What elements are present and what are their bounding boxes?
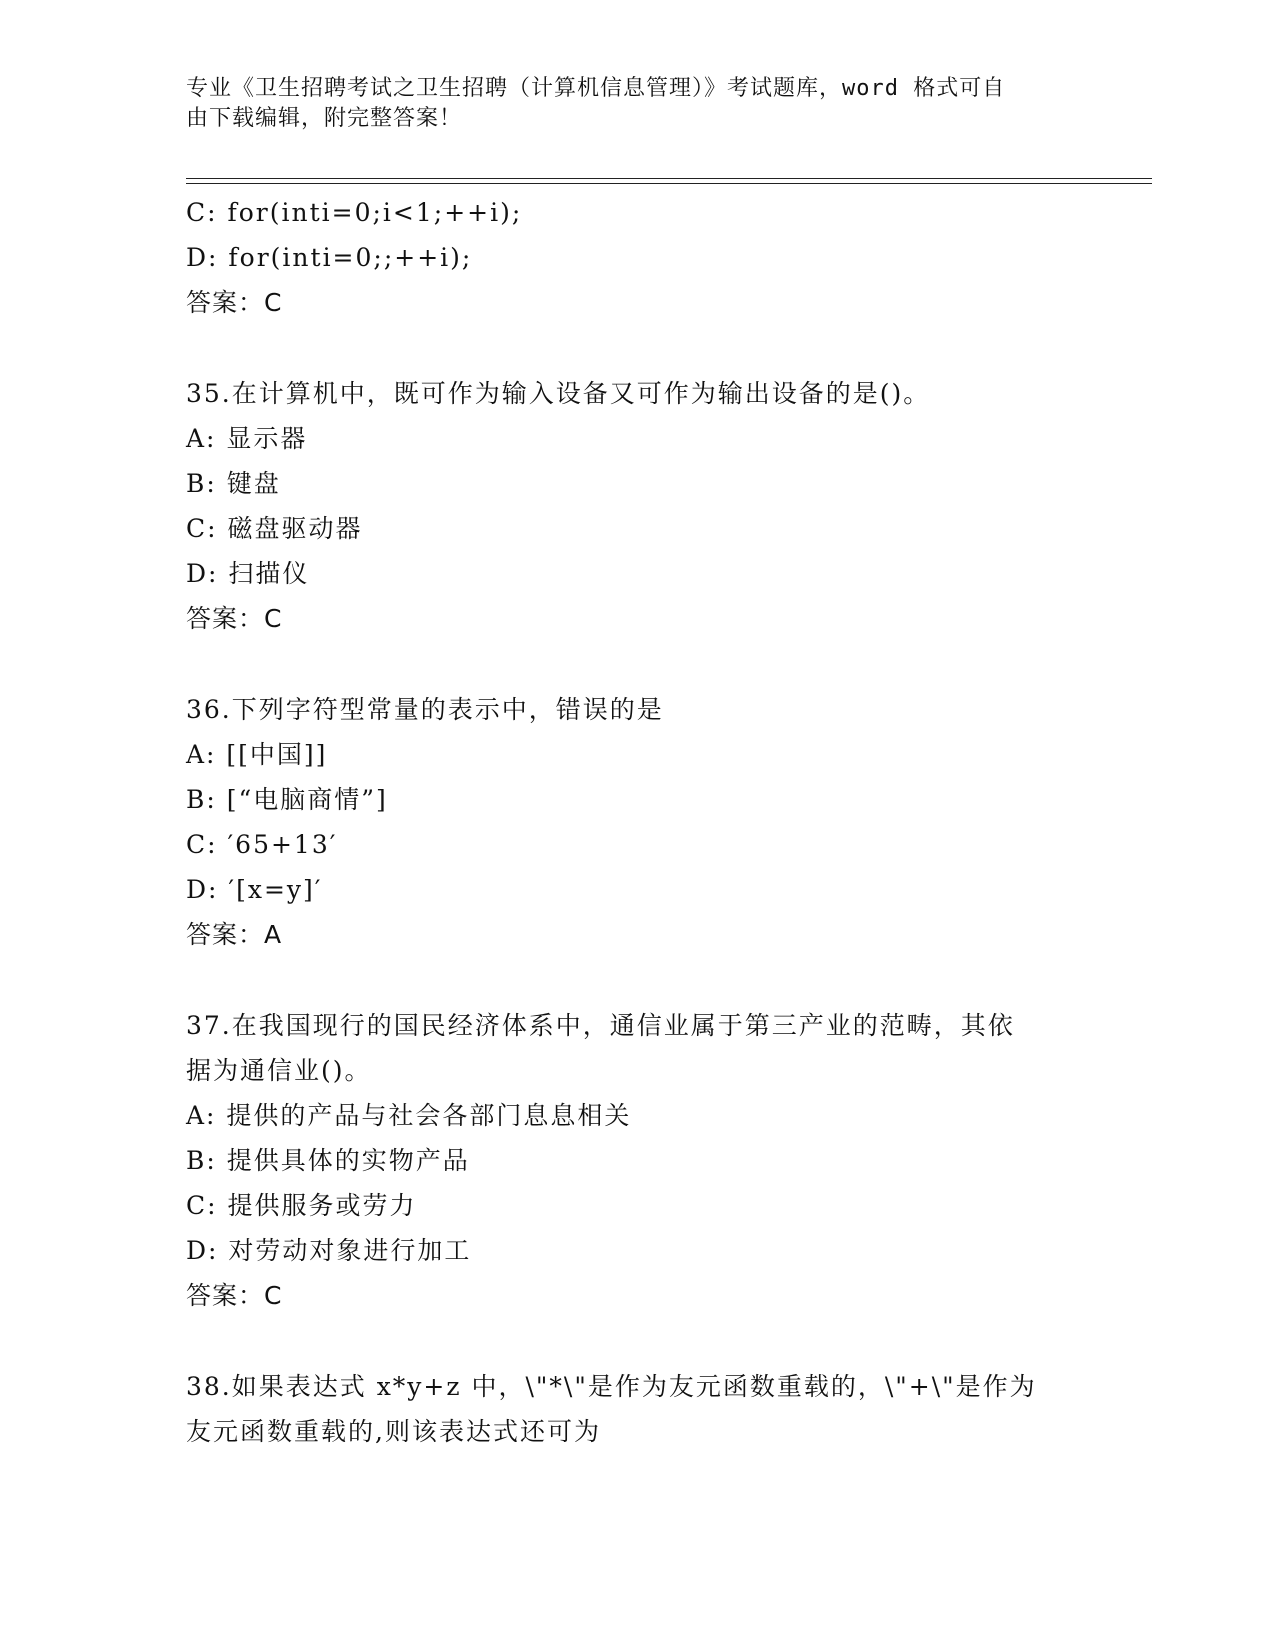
answer-line: 答案：C [186,1281,283,1310]
question-35 [186,371,1086,641]
question-stem: 35.在计算机中，既可作为输入设备又可作为输出设备的是()。 [186,379,931,408]
answer-line: 答案：A [186,920,283,949]
question-37 [186,1003,1086,1318]
header-divider-bottom [186,183,1152,184]
question-stem: 38.如果表达式 x*y+z 中，\"*\"是作为友元函数重载的，\"+\"是作为 [186,1372,1037,1401]
option-a: A: 提供的产品与社会各部门息息相关 [186,1101,632,1130]
header-line-2: 由下载编辑，附完整答案！ [186,106,463,131]
option-b: B: 提供具体的实物产品 [186,1146,470,1175]
option-c: C: for(inti=0;i<1;++i); [186,198,523,227]
option-d: D: for(inti=0;;++i); [186,243,473,272]
page-header [186,74,1066,134]
header-line-1: 专业《卫生招聘考试之卫生招聘（计算机信息管理）》考试题库，word 格式可自 [186,76,1006,101]
question-stem: 37.在我国现行的国民经济体系中，通信业属于第三产业的范畴，其依 [186,1011,1015,1040]
option-a: A: [[中国]] [186,740,328,769]
option-a: A: 显示器 [186,424,308,453]
option-d: D: 对劳动对象进行加工 [186,1236,472,1265]
question-stem-continued: 据为通信业()。 [186,1056,372,1085]
option-b: B: [“电脑商情”] [186,785,388,814]
option-c: C: 磁盘驱动器 [186,514,363,543]
question-stem-continued: 友元函数重载的,则该表达式还可为 [186,1417,601,1446]
question-34-continued [186,190,1086,325]
option-d: D: 扫描仪 [186,559,310,588]
answer-line: 答案：C [186,604,283,633]
header-divider-top [186,178,1152,179]
question-content [186,190,1086,1454]
option-d: D: ′[x=y]′ [186,875,323,904]
question-38 [186,1364,1086,1454]
option-b: B: 键盘 [186,469,281,498]
question-stem: 36.下列字符型常量的表示中，错误的是 [186,695,664,724]
answer-line: 答案：C [186,288,283,317]
option-c: C: ′65+13′ [186,830,338,859]
option-c: C: 提供服务或劳力 [186,1191,417,1220]
question-36 [186,687,1086,957]
